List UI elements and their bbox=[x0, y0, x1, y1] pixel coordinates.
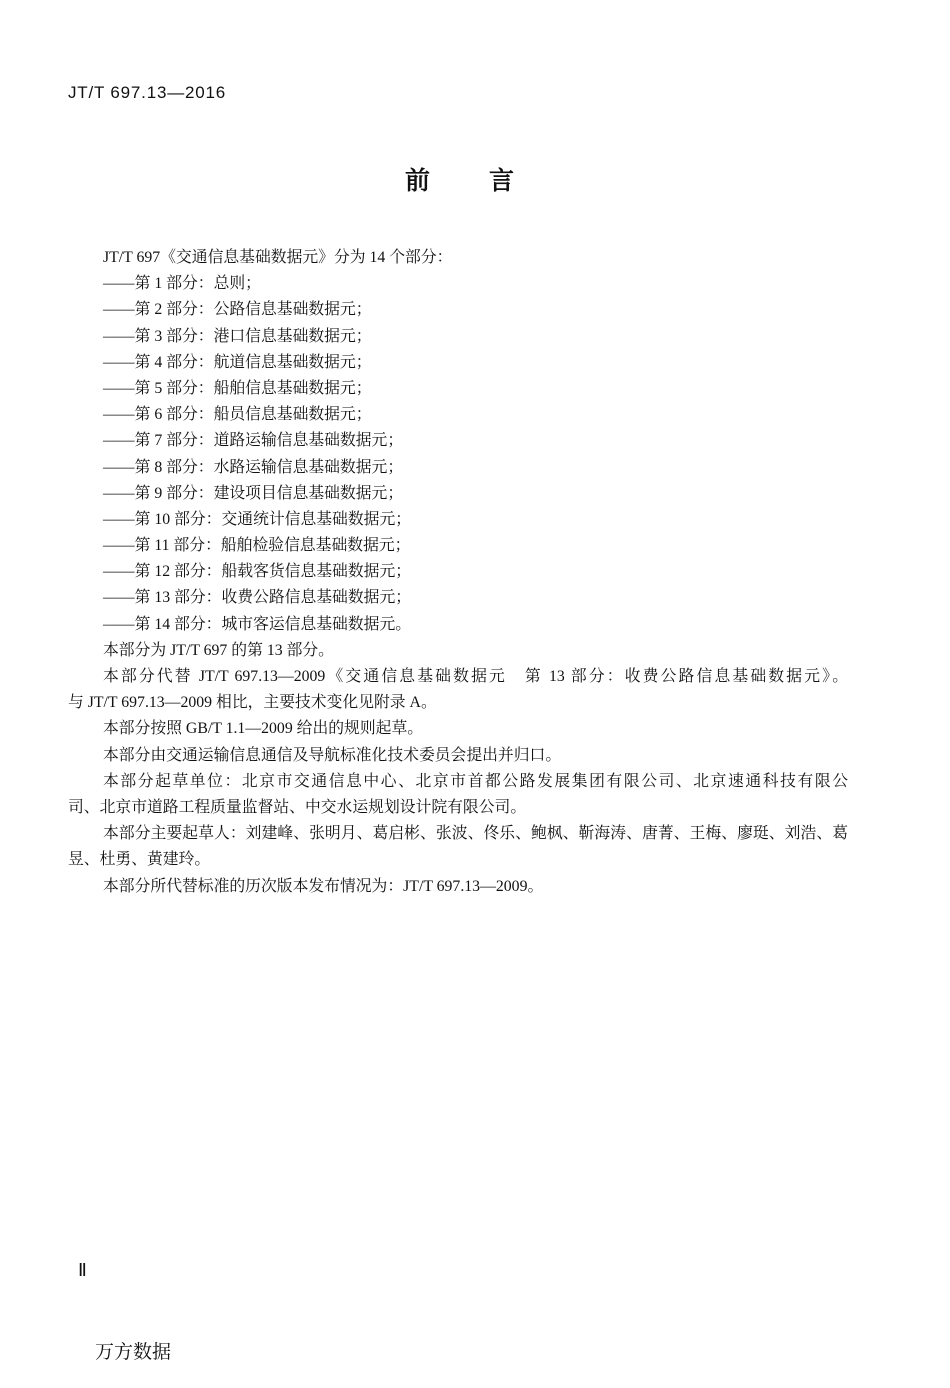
part-item: ——第 4 部分：航道信息基础数据元； bbox=[103, 353, 372, 371]
paragraph-replaces-continued: 与 JT/T 697.13—2009 相比，主要技术变化见附录 A。 bbox=[68, 694, 437, 712]
part-item: ——第 2 部分：公路信息基础数据元； bbox=[103, 301, 372, 319]
paragraph-drafters: 本部分主要起草人：刘建峰、张明月、葛启彬、张波、佟乐、鲍枫、靳海涛、唐菁、王梅、廖珽、刘浩、葛 bbox=[103, 825, 848, 843]
part-item: ——第 3 部分：港口信息基础数据元； bbox=[103, 327, 372, 345]
part-item: ——第 9 部分：建设项目信息基础数据元； bbox=[103, 484, 404, 502]
paragraph-version-history: 本部分所代替标准的历次版本发布情况为：JT/T 697.13—2009。 bbox=[103, 877, 544, 895]
part-item: ——第 12 部分：船载客货信息基础数据元； bbox=[103, 563, 412, 581]
part-item: ——第 5 部分：船舶信息基础数据元； bbox=[103, 379, 372, 397]
watermark-text: 万方数据 bbox=[95, 1341, 172, 1363]
intro-line: JT/T 697《交通信息基础数据元》分为 14 个部分： bbox=[103, 249, 453, 266]
part-item: ——第 13 部分：收费公路信息基础数据元； bbox=[103, 589, 412, 607]
part-item: ——第 8 部分：水路运输信息基础数据元； bbox=[103, 458, 404, 476]
part-item: ——第 7 部分：道路运输信息基础数据元； bbox=[103, 432, 404, 450]
part-item: ——第 11 部分：船舶检验信息基础数据元； bbox=[103, 537, 411, 555]
page-number: Ⅱ bbox=[78, 1260, 87, 1280]
page-title: 前 言 bbox=[405, 166, 518, 195]
paragraph-this-part: 本部分为 JT/T 697 的第 13 部分。 bbox=[103, 641, 334, 659]
paragraph-drafting-units-continued: 司、北京市道路工程质量监督站、中交水运规划设计院有限公司。 bbox=[68, 798, 527, 816]
part-item: ——第 10 部分：交通统计信息基础数据元； bbox=[103, 510, 412, 528]
paragraph-drafting-units: 本部分起草单位：北京市交通信息中心、北京市首都公路发展集团有限公司、北京速通科技有限公 bbox=[103, 772, 848, 790]
paragraph-replaces: 本部分代替 JT/T 697.13—2009《交通信息基础数据元 第 13 部分：收费公路信息基础数据元》。 bbox=[103, 668, 848, 685]
paragraph-drafters-continued: 昱、杜勇、黄建玲。 bbox=[68, 851, 211, 869]
part-item: ——第 1 部分：总则； bbox=[103, 275, 261, 293]
part-item: ——第 6 部分：船员信息基础数据元； bbox=[103, 406, 372, 424]
paragraph-drafting-rules: 本部分按照 GB/T 1.1—2009 给出的规则起草。 bbox=[103, 720, 424, 738]
part-item: ——第 14 部分：城市客运信息基础数据元。 bbox=[103, 615, 412, 633]
standard-code-header: JT/T 697.13—2016 bbox=[68, 83, 227, 102]
paragraph-committee: 本部分由交通运输信息通信及导航标准化技术委员会提出并归口。 bbox=[103, 746, 562, 764]
foreword-body bbox=[68, 245, 848, 900]
